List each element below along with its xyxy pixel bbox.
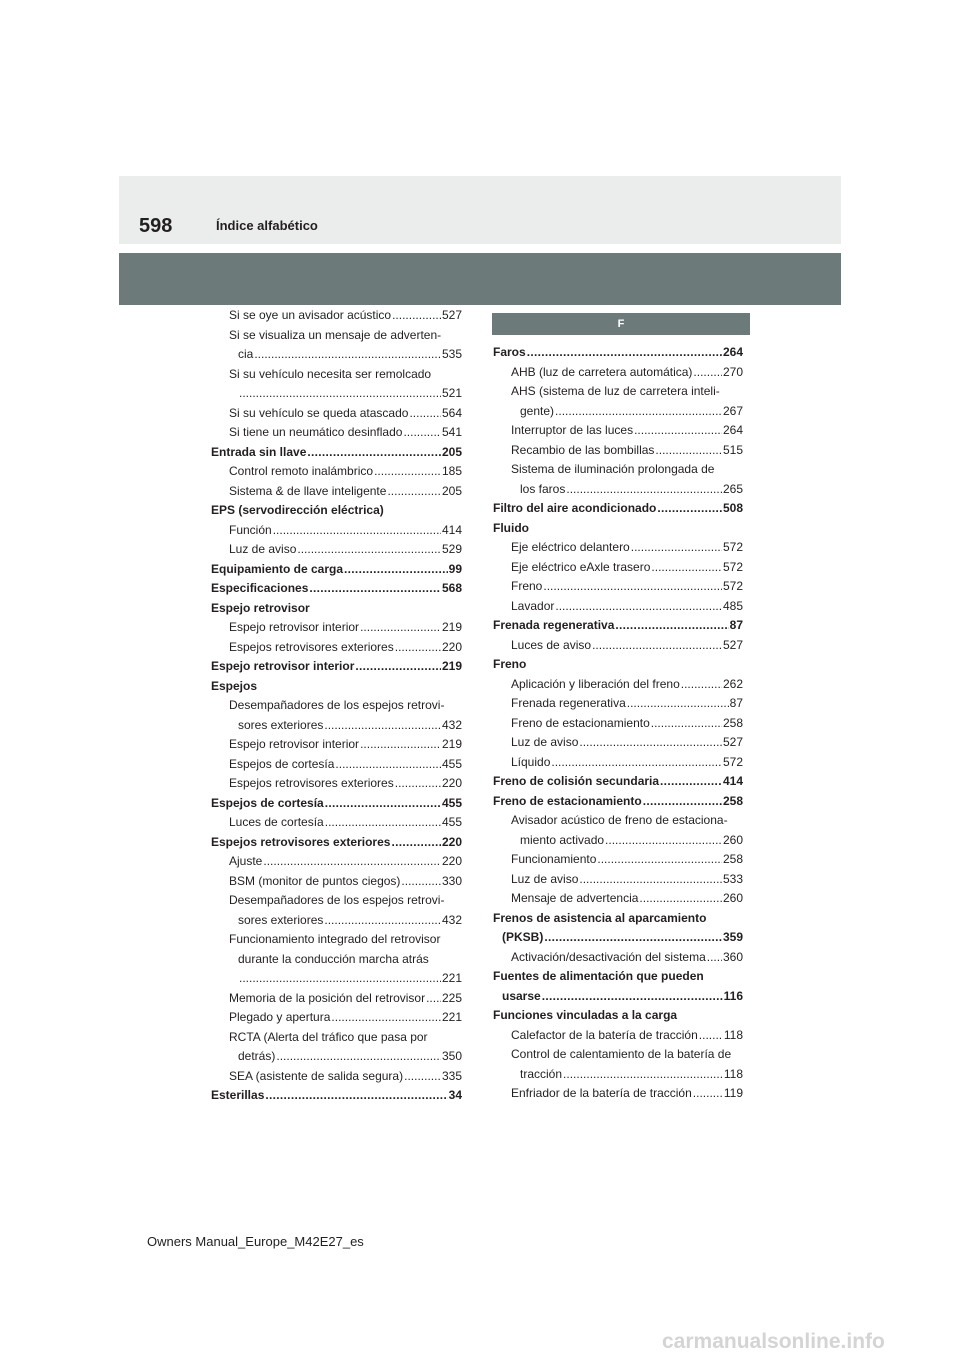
dot-leader [655,441,722,461]
index-entry [493,948,743,968]
index-entry [493,675,743,695]
entry-text: Si tiene un neumático desinflado [229,425,403,439]
entry-text: Funcionamiento [511,852,597,866]
entry-page: 572 [722,754,743,769]
index-entry [493,831,743,851]
entry-page: 330 [441,873,462,888]
dot-leader [309,579,441,599]
entry-text: Aplicación y liberación del freno [511,676,680,691]
dot-leader [544,928,722,948]
dot-leader [401,872,441,892]
index-entry [211,911,462,931]
entry-text: Lavador [511,598,555,613]
index-entry [493,480,743,500]
entry-page: 350 [441,1049,462,1063]
entry-page: 225 [441,990,462,1005]
entry-text: Recambio de las bombillas [511,442,655,457]
index-entry [211,482,462,502]
index-entry [211,657,462,677]
entry-page: 260 [722,891,743,905]
index-entry [493,889,743,909]
dot-leader [555,597,722,617]
entry-text: Freno [511,579,543,593]
entry-page: 414 [722,774,743,788]
index-entry [493,1065,743,1085]
entry-text: Espejo retrovisor interior [229,737,360,751]
index-entry [493,597,743,617]
entry-text: miento activado [520,832,605,847]
entry-text: Control remoto inalámbrico [229,464,374,478]
index-entry [493,792,743,812]
entry-page: 455 [441,756,462,771]
dot-leader [387,482,441,502]
dot-leader [634,421,722,441]
entry-text: Luces de aviso [511,637,592,652]
entry-text: Eje eléctrico delantero [511,540,630,554]
index-heading: EPS (servodirección eléctrica) [211,503,384,517]
entry-page: 414 [441,522,462,537]
index-entry [493,421,743,441]
index-subentry-line: Desempañadores de los espejos retrovi- [229,698,445,712]
entry-text: BSM (monitor de puntos ciegos) [229,873,401,888]
entry-text: Filtro del aire acondicionado [493,501,657,515]
index-subentry-line: Si su vehículo necesita ser remolcado [229,366,432,381]
entry-page: 527 [722,735,743,749]
entry-page: 119 [723,1086,743,1100]
index-entry [211,813,462,833]
entry-page: 564 [441,405,462,420]
dot-leader [543,577,722,597]
dot-leader [360,618,441,638]
index-entry [211,833,462,853]
dot-leader [627,694,729,714]
index-entry [211,618,462,638]
dot-leader [693,363,722,383]
entry-page: 527 [722,637,743,652]
dot-leader [263,852,441,872]
entry-page: 99 [448,561,462,576]
entry-page: 221 [441,971,462,985]
index-entry [211,1086,462,1106]
entry-text: Frenada regenerativa [511,696,626,710]
dot-leader [615,616,728,636]
entry-page: 220 [441,834,462,849]
index-entry [493,441,743,461]
dot-leader [324,911,441,931]
dot-leader [265,1086,447,1106]
entry-text: usarse [502,988,541,1003]
page-number: 598 [139,215,173,237]
entry-text: gente) [520,403,555,418]
index-entry [211,1067,462,1087]
header-dark-band [119,253,841,305]
dot-leader [657,499,722,519]
entry-page: 508 [722,501,743,515]
index-subentry-line: Funcionamiento integrado del retrovisor [229,932,441,946]
index-entry [211,774,462,794]
dot-leader [707,948,722,968]
dot-leader [597,850,722,870]
entry-page: 267 [722,403,743,418]
index-subentry-line: Avisador acústico de freno de estaciona- [511,813,728,827]
entry-page: 432 [441,717,462,732]
dot-leader [307,443,441,463]
dot-leader [297,540,441,560]
entry-text: Líquido [511,754,551,769]
dot-leader [239,384,441,404]
entry-text: Espejos de cortesía [211,795,324,810]
dot-leader [605,831,722,851]
index-entry [493,694,743,714]
index-entry [493,363,743,383]
entry-page: 485 [722,598,743,613]
index-subentry-line: Si se visualiza un mensaje de adverten- [229,327,442,342]
entry-text: sores exteriores [238,717,324,732]
entry-page: 568 [441,581,462,595]
dot-leader [426,989,441,1009]
dot-leader [276,1047,441,1067]
index-entry [493,577,743,597]
entry-page: 572 [722,559,743,574]
dot-leader [699,1026,723,1046]
entry-text: Luz de aviso [229,542,297,556]
entry-text: Enfriador de la batería de tracción [511,1086,692,1100]
entry-page: 87 [729,696,743,710]
index-entry [493,870,743,890]
dot-leader [681,675,722,695]
entry-page: 205 [441,444,462,459]
dot-leader [631,538,722,558]
entry-page: 258 [722,852,743,866]
entry-page: 455 [441,815,462,829]
dot-leader [395,774,441,794]
index-heading: Frenos de asistencia al aparcamiento [493,910,707,925]
index-entry [211,735,462,755]
entry-page: 34 [448,1088,462,1102]
footer-text: Owners Manual_Europe_M42E27_es [147,1234,364,1249]
index-column-right [493,343,743,1104]
entry-text: (PKSB) [502,930,544,944]
index-heading: Freno [493,657,527,671]
entry-page: 527 [441,308,462,322]
entry-text: Luces de cortesía [229,815,324,829]
entry-text: Freno de estacionamiento [511,715,650,730]
entry-text: AHB (luz de carretera automática) [511,364,693,379]
index-subentry-line: Sistema de iluminación prolongada de [511,462,715,476]
entry-page: 220 [441,639,462,654]
entry-page: 535 [441,347,462,361]
index-column-left [211,306,462,1106]
dot-leader [335,755,441,775]
index-entry [211,462,462,482]
entry-page: 521 [441,386,462,400]
dot-leader [566,480,722,500]
dot-leader [643,792,722,812]
entry-text: Calefactor de la batería de tracción [511,1027,698,1042]
index-heading: Fuentes de alimentación que pueden [493,969,704,983]
index-entry [211,989,462,1009]
dot-leader [254,345,441,365]
dot-leader [693,1084,723,1104]
entry-text: Activación/desactivación del sistema [511,949,706,964]
entry-text: tracción [520,1066,563,1081]
entry-text: Espejos retrovisores exteriores [229,639,394,654]
entry-text: Faros [493,345,526,359]
dot-leader [404,1067,441,1087]
entry-text: Espejo retrovisor interior [211,659,355,673]
dot-leader [592,636,722,656]
entry-page: 118 [723,1027,743,1042]
entry-page: 185 [441,464,462,478]
dot-leader [403,423,441,443]
entry-text: SEA (asistente de salida segura) [229,1068,404,1083]
index-entry [211,384,462,404]
entry-page: 533 [722,871,743,886]
dot-leader [651,714,722,734]
index-entry [493,928,743,948]
index-entry [211,423,462,443]
entry-text: Si su vehículo se queda atascado [229,405,409,420]
index-entry [493,987,743,1007]
entry-text: Eje eléctrico eAxle trasero [511,559,651,574]
index-entry [211,755,462,775]
dot-leader [527,343,722,363]
entry-page: 359 [722,930,743,944]
entry-text: cia [238,347,254,361]
index-entry [211,638,462,658]
entry-page: 87 [729,618,743,632]
entry-text: Espejos de cortesía [229,756,335,771]
dot-leader [651,558,722,578]
entry-page: 264 [722,345,743,359]
entry-text: Frenada regenerativa [493,618,615,632]
index-entry [211,443,462,463]
entry-text: Equipamiento de carga [211,561,344,576]
index-entry [493,714,743,734]
index-subentry-line: durante la conducción marcha atrás [238,951,429,966]
entry-text: Memoria de la posición del retrovisor [229,990,426,1005]
section-title: Índice alfabético [216,218,318,233]
entry-page: 219 [441,737,462,751]
index-heading: Espejo retrovisor [211,600,310,615]
dot-leader [344,560,448,580]
entry-page: 260 [722,832,743,847]
entry-page: 270 [722,364,743,379]
entry-page: 219 [441,620,462,634]
entry-page: 262 [722,676,743,691]
entry-page: 258 [722,715,743,730]
entry-text: Espejo retrovisor interior [229,620,360,634]
index-entry [211,404,462,424]
dot-leader [395,638,441,658]
entry-text: Luz de aviso [511,871,579,886]
dot-leader [391,833,441,853]
entry-page: 221 [441,1010,462,1024]
entry-text: Interruptor de las luces [511,423,634,437]
index-heading: Espejos [211,678,258,693]
dot-leader [374,462,441,482]
index-entry [211,540,462,560]
dot-leader [239,969,441,989]
index-entry [493,733,743,753]
entry-text: Plegado y apertura [229,1010,331,1024]
entry-page: 265 [722,481,743,496]
index-subentry-line: RCTA (Alerta del tráfico que pasa por [229,1029,428,1044]
index-entry [493,343,743,363]
entry-text: Entrada sin llave [211,444,307,459]
entry-page: 220 [441,776,462,790]
dot-leader [355,657,441,677]
entry-page: 118 [723,1066,743,1081]
index-entry [211,521,462,541]
entry-page: 572 [722,540,743,554]
entry-page: 264 [722,423,743,437]
dot-leader [392,306,441,326]
entry-text: Sistema & de llave inteligente [229,483,387,498]
entry-text: detrás) [238,1049,276,1063]
index-entry [211,579,462,599]
entry-page: 335 [441,1068,462,1083]
dot-leader [542,987,723,1007]
index-entry [493,1084,743,1104]
index-entry [211,306,462,326]
entry-page: 360 [722,949,743,964]
index-entry [211,872,462,892]
dot-leader [660,772,722,792]
entry-text: Si se oye un avisador acústico [229,308,392,322]
entry-page: 541 [441,425,462,439]
entry-page: 529 [441,542,462,556]
entry-text: Freno de colisión secundaria [493,774,660,788]
entry-page: 116 [723,988,743,1003]
index-heading: Funciones vinculadas a la carga [493,1008,678,1022]
index-entry [493,772,743,792]
dot-leader [551,753,722,773]
letter-heading: F [492,313,750,335]
entry-text: Función [229,522,272,537]
index-entry [211,1047,462,1067]
index-entry [211,716,462,736]
index-entry [493,558,743,578]
index-entry [493,402,743,422]
entry-text: sores exteriores [238,912,324,927]
index-entry [493,636,743,656]
entry-page: 515 [722,442,743,457]
entry-text: Esterillas [211,1088,265,1102]
entry-page: 220 [441,854,462,868]
entry-page: 572 [722,579,743,593]
dot-leader [331,1008,441,1028]
entry-text: Luz de aviso [511,735,579,749]
dot-leader [360,735,441,755]
entry-page: 219 [441,659,462,673]
dot-leader [579,870,722,890]
dot-leader [273,521,441,541]
index-entry [493,616,743,636]
index-entry [211,852,462,872]
dot-leader [325,794,441,814]
index-subentry-line: Desempañadores de los espejos retrovi- [229,893,445,907]
dot-leader [579,733,722,753]
dot-leader [555,402,722,422]
entry-text: Espejos retrovisores exteriores [229,776,394,790]
index-entry [211,560,462,580]
entry-text: los faros [520,481,566,496]
entry-text: Espejos retrovisores exteriores [211,834,391,849]
dot-leader [563,1065,723,1085]
entry-page: 432 [441,912,462,927]
index-entry [493,499,743,519]
index-entry [493,850,743,870]
watermark-logo [662,1328,952,1354]
dot-leader [325,813,441,833]
dot-leader [324,716,441,736]
entry-text: Freno de estacionamiento [493,793,642,808]
index-subentry-line: AHS (sistema de luz de carretera inteli- [511,384,720,398]
index-entry [493,1026,743,1046]
index-entry [493,538,743,558]
index-entry [211,1008,462,1028]
entry-text: Ajuste [229,854,263,868]
index-entry [211,794,462,814]
entry-page: 205 [441,483,462,498]
index-entry [211,969,462,989]
entry-page: 455 [441,795,462,810]
index-entry [211,345,462,365]
index-entry [493,753,743,773]
entry-text: Especificaciones [211,581,309,595]
dot-leader [639,889,722,909]
index-subentry-line: Control de calentamiento de la batería de [511,1047,732,1061]
dot-leader [409,404,441,424]
index-heading: Fluido [493,520,529,535]
entry-page: 258 [722,793,743,808]
svg-text:carmanualsonline.info: carmanualsonline.info [662,1330,885,1353]
entry-text: Mensaje de advertencia [511,891,639,905]
